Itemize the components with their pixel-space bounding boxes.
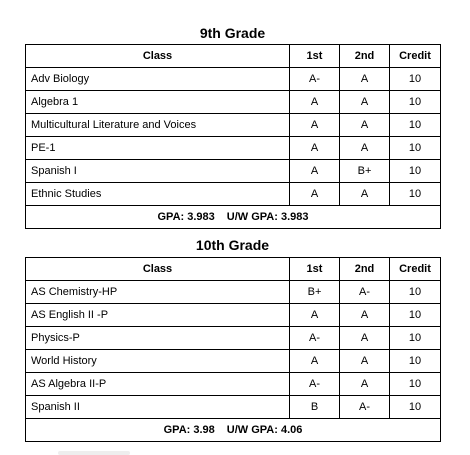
gpa-value: GPA: 3.983 <box>157 211 215 223</box>
grade-second: B+ <box>340 160 390 183</box>
grade-second: A- <box>340 396 390 419</box>
header-second: 2nd <box>340 45 390 68</box>
gpa-summary <box>26 419 441 442</box>
credit-value: 10 <box>390 160 441 183</box>
credit-value: 10 <box>390 68 441 91</box>
grade-second: A <box>340 327 390 350</box>
grade-first: A <box>290 114 340 137</box>
grade-first: B+ <box>290 281 340 304</box>
class-name: World History <box>26 350 290 373</box>
table-row <box>26 281 441 304</box>
table-row <box>26 160 441 183</box>
grade-first: A <box>290 160 340 183</box>
credit-value: 10 <box>390 137 441 160</box>
gpa-summary <box>26 206 441 229</box>
grade-second: A <box>340 91 390 114</box>
grade-first: A- <box>290 327 340 350</box>
header-credit: Credit <box>390 258 441 281</box>
class-name: PE-1 <box>26 137 290 160</box>
class-name: Multicultural Literature and Voices <box>26 114 290 137</box>
credit-value: 10 <box>390 183 441 206</box>
uw-gpa-value: U/W GPA: 3.983 <box>226 211 309 223</box>
credit-value: 10 <box>390 350 441 373</box>
grades-table-10th-grade <box>25 257 441 442</box>
scroll-edge-shadow <box>58 451 130 455</box>
gpa-row <box>26 419 441 442</box>
grade-first: A <box>290 350 340 373</box>
grades-table-9th-grade <box>25 44 441 229</box>
grade-second: A <box>340 350 390 373</box>
header-credit: Credit <box>390 45 441 68</box>
grade-first: A- <box>290 68 340 91</box>
table-row <box>26 350 441 373</box>
gpa-value: GPA: 3.98 <box>163 424 215 436</box>
credit-value: 10 <box>390 327 441 350</box>
grade-first: A <box>290 91 340 114</box>
table-row <box>26 373 441 396</box>
table-row <box>26 114 441 137</box>
grade-second: A <box>340 304 390 327</box>
header-first: 1st <box>290 258 340 281</box>
grade-first: B <box>290 396 340 419</box>
table-header-row <box>26 45 441 68</box>
header-class: Class <box>26 45 290 68</box>
grade-second: A <box>340 183 390 206</box>
credit-value: 10 <box>390 396 441 419</box>
table-row <box>26 396 441 419</box>
class-name: Algebra 1 <box>26 91 290 114</box>
class-name: Adv Biology <box>26 68 290 91</box>
grade-first: A <box>290 137 340 160</box>
grade-second: A <box>340 68 390 91</box>
section-title-9th-grade: 9th Grade <box>199 25 266 41</box>
table-row <box>26 68 441 91</box>
header-second: 2nd <box>340 258 390 281</box>
table-row <box>26 91 441 114</box>
uw-gpa-value: U/W GPA: 4.06 <box>226 424 303 436</box>
section-title-10th-grade: 10th Grade <box>195 237 270 253</box>
grade-first: A <box>290 183 340 206</box>
class-name: Ethnic Studies <box>26 183 290 206</box>
table-row <box>26 183 441 206</box>
grade-second: A <box>340 137 390 160</box>
class-name: Physics-P <box>26 327 290 350</box>
header-class: Class <box>26 258 290 281</box>
credit-value: 10 <box>390 91 441 114</box>
class-name: AS Algebra II-P <box>26 373 290 396</box>
class-name: Spanish II <box>26 396 290 419</box>
table-header-row <box>26 258 441 281</box>
credit-value: 10 <box>390 373 441 396</box>
class-name: AS Chemistry-HP <box>26 281 290 304</box>
credit-value: 10 <box>390 281 441 304</box>
table-row <box>26 304 441 327</box>
credit-value: 10 <box>390 304 441 327</box>
table-row <box>26 137 441 160</box>
grade-first: A- <box>290 373 340 396</box>
grade-second: A <box>340 114 390 137</box>
credit-value: 10 <box>390 114 441 137</box>
class-name: Spanish I <box>26 160 290 183</box>
grade-first: A <box>290 304 340 327</box>
class-name: AS English II -P <box>26 304 290 327</box>
gpa-row <box>26 206 441 229</box>
grade-second: A <box>340 373 390 396</box>
grade-second: A- <box>340 281 390 304</box>
table-row <box>26 327 441 350</box>
header-first: 1st <box>290 45 340 68</box>
